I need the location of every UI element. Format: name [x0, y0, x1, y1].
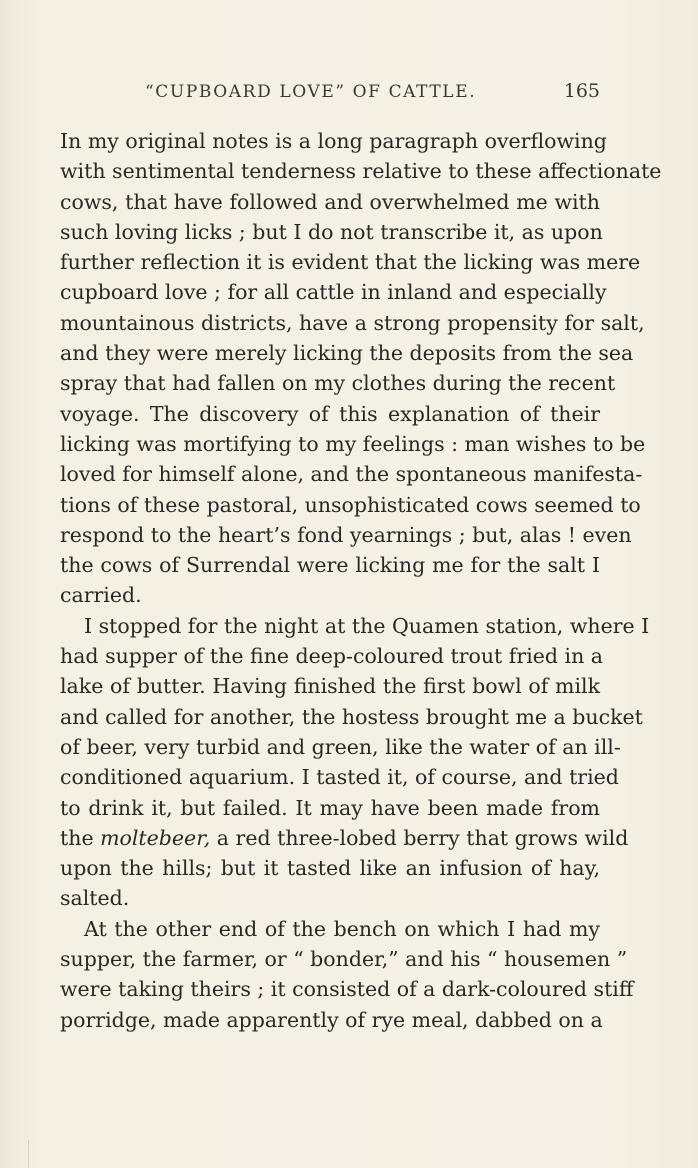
paper-edge-mark	[28, 1140, 35, 1168]
text-line: respond to the heart’s fond yearnings ; but, alas ! even	[60, 522, 632, 547]
paragraph-1	[60, 126, 662, 611]
text-line: were taking theirs ; it consisted of a dark-coloured stiff	[60, 977, 634, 1002]
text-line: cupboard love ; for all cattle in inland and especially	[60, 280, 607, 305]
text-line-with-italic	[60, 823, 629, 853]
text-line: In my original notes is a long paragraph overflowing	[60, 129, 607, 153]
text-line: with sentimental tenderness relative to these affectionate	[60, 159, 662, 184]
text-line: further reflection it is evident that the licking was mere	[60, 250, 641, 275]
text-line: carried.	[60, 583, 142, 608]
text-line: and called for another, the hostess brought me a bucket	[60, 704, 643, 729]
text-line: spray that had fallen on my clothes during the recent	[60, 371, 616, 396]
text-line: the cows of Surrendal were licking me for the salt I	[60, 553, 600, 578]
text-line: supper, the farmer, or “ bonder,” and his “ housemen ”	[60, 947, 628, 972]
text-line: lake of butter. Having finished the first bowl of milk	[60, 674, 600, 699]
text-line: porridge, made apparently of rye meal, dabbed on a	[60, 1007, 603, 1032]
text-line: tions of these pastoral, unsophisticated cows seemed to	[60, 492, 641, 517]
text-line: and they were merely licking the deposits from the sea	[60, 341, 634, 366]
text-line: of beer, very turbid and green, like the water of an ill-	[60, 734, 621, 759]
text-line: mountainous districts, have a strong propensity for salt,	[60, 310, 645, 335]
text-line: At the other end of the bench on which I had my	[84, 916, 600, 941]
body-text	[60, 126, 662, 1035]
text-line: upon the hills; but it tasted like an infusion of hay,	[60, 856, 600, 881]
page-header	[145, 80, 600, 110]
text-segment: the	[60, 825, 101, 850]
text-line: licking was mortifying to my feelings : man wishes to be	[60, 431, 646, 456]
paragraph-3	[60, 914, 634, 1035]
running-head: “CUPBOARD LOVE” OF CATTLE.	[145, 82, 477, 102]
text-line: to drink it, but failed. It may have been made from	[60, 795, 600, 820]
text-line: I stopped for the night at the Quamen station, where I	[84, 613, 650, 638]
text-segment: a red three-lobed berry that grows wild	[210, 825, 629, 850]
text-line: cows, that have followed and overwhelmed me with	[60, 189, 600, 214]
page-number: 165	[563, 80, 600, 102]
text-line: voyage. The discovery of this explanation of their	[60, 401, 600, 426]
text-line: salted.	[60, 886, 130, 911]
text-line: had supper of the fine deep-coloured trout fried in a	[60, 644, 604, 669]
paragraph-2	[60, 611, 650, 914]
text-line: such loving licks ; but I do not transcribe it, as upon	[60, 219, 603, 244]
italic-term: moltebeer,	[100, 825, 211, 850]
text-line: loved for himself alone, and the spontaneous manifesta-	[60, 462, 643, 487]
text-line: conditioned aquarium. I tasted it, of course, and tried	[60, 765, 619, 790]
